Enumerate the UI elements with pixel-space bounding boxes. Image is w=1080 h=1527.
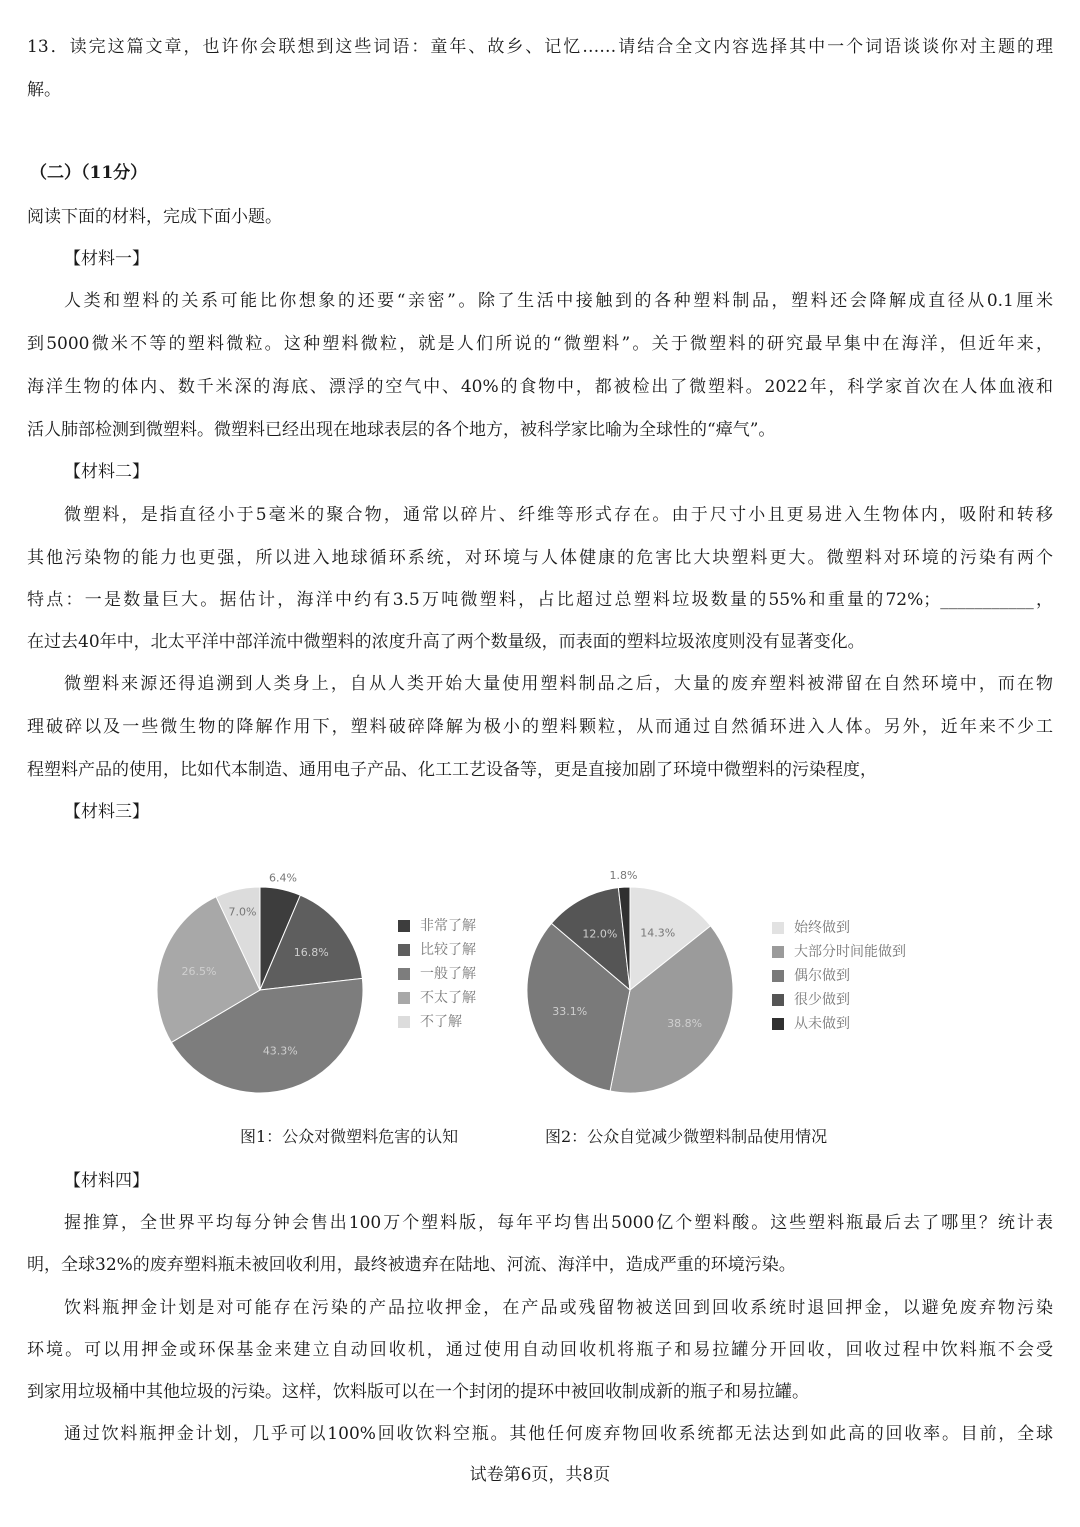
- material2-line: 理破碎以及一些微生物的降解作用下，塑料破碎降解为极小的塑料颗粒，从而通过自然循环进入人体。另外，近年来不少工: [27, 717, 1053, 737]
- pie1-legend-label: 不了解: [420, 1014, 462, 1030]
- material1-line: 人类和塑料的关系可能比你想象的还要“亲密”。除了生活中接触到的各种塑料制品，塑料还会降解成直径从0.1厘米: [64, 291, 1053, 311]
- pie2-slice-label-0: 14.3%: [640, 926, 676, 940]
- pie1-legend-swatch: [398, 968, 410, 980]
- pie2-slice-label-4: 1.8%: [609, 869, 638, 883]
- section-heading: （二）（11分）: [30, 163, 148, 183]
- pie1-slice-label-4: 7.0%: [228, 905, 257, 919]
- pie1-legend-swatch: [398, 944, 410, 956]
- pie1-legend-swatch: [398, 920, 410, 932]
- figure-1-caption: 图1：公众对微塑料危害的认知: [240, 1127, 459, 1146]
- pie2-legend-swatch: [772, 1018, 784, 1030]
- pie1-legend-label: 比较了解: [420, 942, 476, 958]
- material1-line: 活人肺部检测到微塑料。微塑料已经出现在地球表层的各个地方，被科学家比喻为全球性的“瘴气”。: [27, 420, 776, 440]
- pie1-legend-item: [398, 914, 476, 938]
- pie2-legend-label: 始终做到: [794, 920, 850, 936]
- material2-line: 其他污染物的能力也更强，所以进入地球循环系统，对环境与人体健康的危害比大块塑料更大。微塑料对环境的污染有两个: [27, 548, 1053, 568]
- material3-label: 【材料三】: [64, 802, 149, 822]
- pie-chart-1: [140, 840, 380, 1110]
- pie2-legend-item: [772, 916, 906, 940]
- question-13-line-1: 13．读完这篇文章，也许你会联想到这些词语：童年、故乡、记忆……请结合全文内容选择其中一个词语谈谈你对主题的理: [27, 37, 1053, 57]
- material4-line: 握推算，全世界平均每分钟会售出100万个塑料版，每年平均售出5000亿个塑料酸。这些塑料瓶最后去了哪里？统计表: [64, 1213, 1053, 1233]
- pie1-slice-label-2: 43.3%: [262, 1044, 298, 1058]
- pie2-legend-item: [772, 964, 906, 988]
- pie2-legend-label: 从未做到: [794, 1016, 850, 1032]
- pie-chart-2-legend: [772, 916, 906, 1036]
- section-instruction: 阅读下面的材料，完成下面小题。: [27, 207, 282, 227]
- material4-line: 明，全球32%的废弃塑料瓶未被回收利用，最终被遗弃在陆地、河流、海洋中，造成严重的环境污染。: [27, 1255, 796, 1275]
- figure-2-caption: 图2：公众自觉减少微塑料制品使用情况: [545, 1127, 828, 1146]
- material4-line: 到家用垃圾桶中其他垃圾的污染。这样，饮料版可以在一个封闭的提环中被回收制成新的瓶子和易拉罐。: [27, 1382, 809, 1402]
- pie1-legend-swatch: [398, 1016, 410, 1028]
- material2-line: 在过去40年中，北太平洋中部洋流中微塑料的浓度升高了两个数量级，而表面的塑料垃圾浓度则没有显著变化。: [27, 632, 865, 652]
- question-13-line-2: 解。: [27, 80, 61, 100]
- pie1-legend-item: [398, 1010, 476, 1034]
- pie-chart-1-legend: [398, 914, 476, 1034]
- pie1-slice-label-1: 16.8%: [293, 945, 329, 959]
- pie2-legend-swatch: [772, 946, 784, 958]
- pie2-slice-label-1: 38.8%: [667, 1017, 703, 1031]
- material4-label: 【材料四】: [64, 1171, 149, 1191]
- pie2-legend-label: 大部分时间能做到: [794, 944, 906, 960]
- pie1-legend-swatch: [398, 992, 410, 1004]
- pie2-slice-label-2: 33.1%: [552, 1005, 588, 1019]
- material2-line: 微塑料，是指直径小于5毫米的聚合物，通常以碎片、纤维等形式存在。由于尺寸小且更易进入生物体内，吸附和转移: [64, 505, 1053, 525]
- pie2-slice-label-3: 12.0%: [582, 927, 618, 941]
- pie2-legend-swatch: [772, 922, 784, 934]
- pie2-legend-item: [772, 1012, 906, 1036]
- pie1-legend-label: 非常了解: [420, 918, 476, 934]
- pie1-slice-label-0: 6.4%: [269, 871, 297, 885]
- pie1-legend-item: [398, 938, 476, 962]
- material1-label: 【材料一】: [64, 249, 149, 269]
- pie2-legend-label: 偶尔做到: [794, 968, 850, 984]
- material1-line: 海洋生物的体内、数千米深的海底、漂浮的空气中、40%的食物中，都被检出了微塑料。2022年，科学家首次在人体血液和: [27, 377, 1053, 397]
- pie2-legend-label: 很少做到: [794, 992, 850, 1008]
- material2-line: 微塑料来源还得追溯到人类身上，自从人类开始大量使用塑料制品之后，大量的废弃塑料被滞留在自然环境中，而在物: [64, 674, 1053, 694]
- material2-line: 特点：一是数量巨大。据估计，海洋中约有3.5万吨微塑料，占比超过总塑料垃圾数量的55%和重量的72%；___________，: [27, 590, 1053, 610]
- pie2-legend-item: [772, 988, 906, 1012]
- pie2-legend-swatch: [772, 994, 784, 1006]
- material1-line: 到5000微米不等的塑料微粒。这种塑料微粒，就是人们所说的“微塑料”。关于微塑料的研究最早集中在海洋，但近年来，: [27, 334, 1053, 354]
- material4-line: 饮料瓶押金计划是对可能存在污染的产品拉收押金，在产品或残留物被送回到回收系统时退回押金，以避免废弃物污染: [64, 1298, 1053, 1318]
- pie-chart-2: [510, 840, 750, 1110]
- pie1-legend-label: 不太了解: [420, 990, 476, 1006]
- pie1-legend-item: [398, 986, 476, 1010]
- page-footer: 试卷第6页，共8页: [469, 1465, 611, 1485]
- material4-line: 环境。可以用押金或环保基金来建立自动回收机，通过使用自动回收机将瓶子和易拉罐分开回收，回收过程中饮料瓶不会受: [27, 1340, 1053, 1360]
- pie1-slice-label-3: 26.5%: [181, 965, 217, 979]
- material2-line: 程塑料产品的使用，比如代本制造、通用电子产品、化工工艺设备等，更是直接加剧了环境中微塑料的污染程度，: [27, 760, 877, 780]
- pie2-legend-item: [772, 940, 906, 964]
- pie2-legend-swatch: [772, 970, 784, 982]
- pie1-legend-item: [398, 962, 476, 986]
- material4-line: 通过饮料瓶押金计划，几乎可以100%回收饮料空瓶。其他任何废弃物回收系统都无法达到如此高的回收率。目前，全球: [64, 1424, 1053, 1444]
- material2-label: 【材料二】: [64, 462, 149, 482]
- pie1-legend-label: 一般了解: [420, 966, 476, 982]
